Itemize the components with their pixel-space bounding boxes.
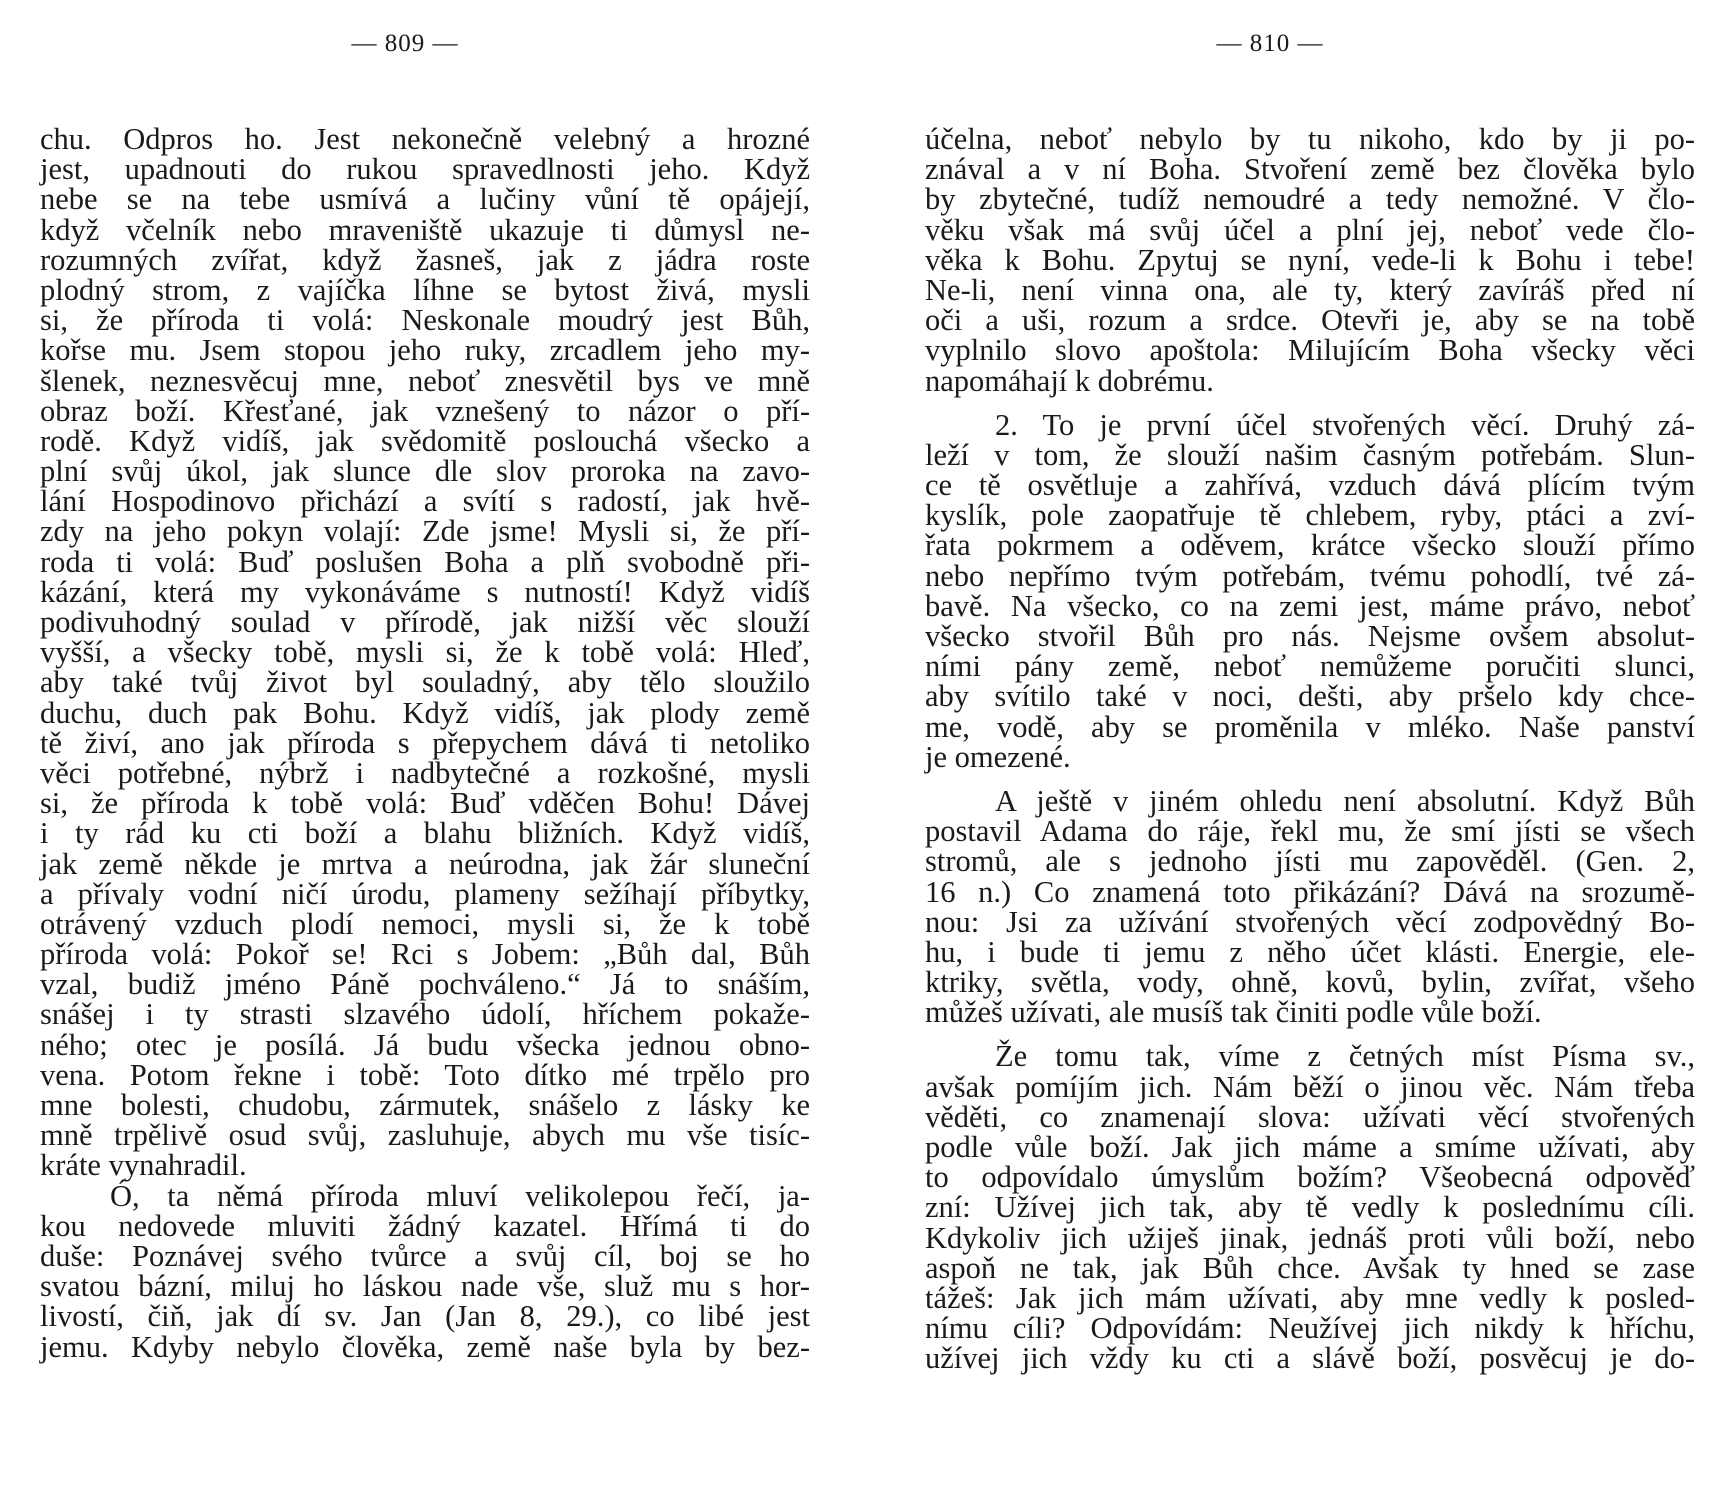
text-line: věci potřebné, nýbrž i nadbytečné a rozkošné, mysli <box>40 755 810 790</box>
page-text <box>925 124 1695 1374</box>
text-line: věděti, co znamenají slova: užívati věcí stvořených <box>925 1099 1695 1134</box>
text-line: plodný strom, z vajíčka líhne se bytost živá, mysli <box>40 272 810 307</box>
text-line: mne bolesti, chudobu, zármutek, snášelo z lásky ke <box>40 1088 810 1122</box>
text-line: vyplnilo slovo apoštola: Milujícím Boha všecky věci <box>925 333 1695 368</box>
text-line: aspoň ne tak, jak Bůh chce. Avšak ty hned se zase <box>925 1250 1695 1285</box>
text-line: Ne-li, není vinna ona, ale ty, který zavíráš před ní <box>925 272 1695 307</box>
text-line: si, že příroda k tobě volá: Buď vděčen Bohu! Dávej <box>40 786 810 821</box>
text-line: nebo nepřímo tvým potřebám, tvému pohodlí, tvé zá- <box>925 558 1695 593</box>
text-line: ními pány země, neboť nemůžeme poručiti slunci, <box>925 649 1695 684</box>
text-line: ktriky, světla, vody, ohně, kovů, bylin, zvířat, všeho <box>925 965 1695 1000</box>
text-line: šlenek, neznesvěcuj mne, neboť znesvětil bys ve mně <box>40 363 810 398</box>
text-line: zdy na jeho pokyn volají: Zde jsme! Mysli si, že pří- <box>40 514 810 549</box>
text-line: kou nedovede mluviti žádný kazatel. Hřímá ti do <box>40 1208 810 1243</box>
text-line: tě živí, ano jak příroda s přepychem dává ti netoliko <box>40 725 810 760</box>
text-line: užívej jich vždy ku cti a slávě boží, posvěcuj je do- <box>925 1341 1695 1376</box>
text-line: vyšší, a všecky tobě, mysli si, že k tobě volá: Hleď, <box>40 635 810 670</box>
text-line: kráte vynahradil. <box>40 1148 247 1183</box>
text-line: duchu, duch pak Bohu. Když vidíš, jak plody země <box>40 695 810 730</box>
text-line: účelna, neboť nebylo by tu nikoho, kdo by ji po- <box>925 122 1695 156</box>
text-line: postavil Adama do ráje, řekl mu, že smí jísti se všech <box>925 814 1695 849</box>
text-line: mně trpělivě osud svůj, zasluhuje, abych mu vše tisíc- <box>40 1118 810 1153</box>
text-line: vzal, budiž jméno Páně pochváleno.“ Já to snáším, <box>40 967 810 1002</box>
text-line: Kdykoliv jich užiješ jinak, jednáš proti vůli boží, nebo <box>925 1220 1695 1255</box>
text-line: když včelník nebo mraveniště ukazuje ti důmysl ne- <box>40 212 810 247</box>
text-line: jemu. Kdyby nebylo člověka, země naše byla by bez- <box>40 1329 810 1364</box>
text-line: chu. Odpros ho. Jest nekonečně velebný a hrozné <box>40 122 810 156</box>
text-line: livostí, čiň, jak dí sv. Jan (Jan 8, 29.), co libé jest <box>40 1299 810 1334</box>
text-line: avšak pomíjím jich. Nám běží o jinou věc. Nám třeba <box>925 1069 1695 1104</box>
text-line: všecko stvořil Bůh pro nás. Nejsme ovšem absolut- <box>925 619 1695 653</box>
page-number: — 809 — <box>351 30 459 57</box>
text-line: Že tomu tak, víme z četných míst Písma sv., <box>995 1039 1695 1074</box>
text-line: stromů, ale s jednoho jísti mu zapověděl. (Gen. 2, <box>925 844 1695 879</box>
text-line: nebe se na tebe usmívá a lučiny vůní tě opájejí, <box>40 182 810 217</box>
text-line: aby také tvůj život byl souladný, aby tělo sloužilo <box>40 665 810 700</box>
text-line: příroda volá: Pokoř se! Rci s Jobem: „Bůh dal, Bůh <box>40 937 810 972</box>
text-line: roda ti volá: Buď poslušen Boha a plň svobodně při- <box>40 544 810 579</box>
text-line: je omezené. <box>925 739 1071 774</box>
text-line: kořse mu. Jsem stopou jeho ruky, zrcadlem jeho my- <box>40 333 810 368</box>
left-page <box>40 0 810 1500</box>
text-line: rodě. Když vidíš, jak svědomitě poslouchá všecko a <box>40 423 810 458</box>
text-line: nou: Jsi za užívání stvořených věcí zodpovědný Bo- <box>925 904 1695 939</box>
text-line: ce tě osvětluje a zahřívá, vzduch dává plícím tvým <box>925 468 1695 503</box>
text-line: napomáhají k dobrému. <box>925 363 1214 398</box>
text-line: plní svůj úkol, jak slunce dle slov proroka na zavo- <box>40 454 810 489</box>
text-line: 16 n.) Co znamená toto přikázání? Dává na srozumě- <box>925 874 1695 909</box>
text-line: věka k Bohu. Zpytuj se nyní, vede-li k Bohu i tebe! <box>925 242 1695 277</box>
right-page <box>925 0 1695 1500</box>
text-line: ného; otec je posílá. Já budu všecka jednou obno- <box>40 1027 810 1062</box>
text-line: vena. Potom řekne i tobě: Toto dítko mé trpělo pro <box>40 1057 810 1092</box>
text-line: jak země někde je mrtva a neúrodna, jak žár sluneční <box>40 846 810 881</box>
text-line: a přívaly vodní ničí úrodu, plameny sežíhají příbytky, <box>40 876 810 911</box>
text-line: duše: Poznávej svého tvůrce a svůj cíl, boj se ho <box>40 1238 810 1273</box>
text-line: podivuhodný soulad v přírodě, jak nižší věc slouží <box>40 605 810 639</box>
text-line: oči a uši, rozum a srdce. Otevři je, aby se na tobě <box>925 303 1695 338</box>
page-number: — 810 — <box>1216 30 1324 57</box>
text-line: můžeš užívati, ale musíš tak činiti podle vůle boží. <box>925 995 1542 1030</box>
text-line: nímu cíli? Odpovídám: Neužívej jich nikdy k hříchu, <box>925 1311 1695 1346</box>
text-line: Ó, ta němá příroda mluví velikolepou řečí, ja- <box>110 1178 810 1213</box>
text-line: rozumných zvířat, když žasneš, jak z jádra roste <box>40 242 810 277</box>
text-line: zní: Užívej jich tak, aby tě vedly k poslednímu cíli. <box>925 1190 1695 1225</box>
text-line: by zbytečné, tudíž nemoudré a tedy nemožné. V člo- <box>925 182 1695 217</box>
text-line: snášej i ty strasti slzavého údolí, hříchem pokaže- <box>40 997 810 1032</box>
text-line: 2. To je první účel stvořených věcí. Druhý zá- <box>995 407 1695 442</box>
text-line: bavě. Na všecko, co na zemi jest, máme právo, neboť <box>925 588 1695 623</box>
text-line: kyslík, pole zaopatřuje tě chlebem, ryby, ptáci a zví- <box>925 498 1695 533</box>
text-line: me, vodě, aby se proměnila v mléko. Naše panství <box>925 709 1695 744</box>
text-line: obraz boží. Křesťané, jak vznešený to názor o pří- <box>40 393 810 428</box>
text-line: znával a v ní Boha. Stvoření země bez člověka bylo <box>925 152 1695 187</box>
text-line: i ty rád ku cti boží a blahu bližních. Když vidíš, <box>40 816 810 851</box>
text-line: hu, i bude ti jemu z něho účet klásti. Energie, ele- <box>925 934 1695 969</box>
page-text <box>40 124 810 1362</box>
text-line: to odpovídalo úmyslům božím? Všeobecná odpověď <box>925 1160 1695 1195</box>
text-line: aby svítilo také v noci, dešti, aby pršelo kdy chce- <box>925 679 1695 714</box>
text-line: si, že příroda ti volá: Neskonale moudrý jest Bůh, <box>40 303 810 338</box>
text-line: věku však má svůj účel a plní jej, neboť vede člo- <box>925 212 1695 247</box>
text-line: leží v tom, že slouží našim časným potřebám. Slun- <box>925 437 1695 472</box>
text-line: A ještě v jiném ohledu není absolutní. Když Bůh <box>995 783 1695 818</box>
text-line: řata pokrmem a oděvem, krátce všecko slouží přímo <box>925 528 1695 563</box>
text-line: podle vůle boží. Jak jich máme a smíme užívati, aby <box>925 1130 1695 1164</box>
text-line: kázání, která my vykonáváme s nutností! Když vidíš <box>40 574 810 609</box>
text-line: otrávený vzduch plodí nemoci, mysli si, že k tobě <box>40 906 810 941</box>
text-line: jest, upadnouti do rukou spravedlnosti jeho. Když <box>40 152 810 187</box>
text-line: tážeš: Jak jich mám užívati, aby mne vedly k posled- <box>925 1280 1695 1315</box>
text-line: svatou bázní, miluj ho láskou nade vše, služ mu s hor- <box>40 1269 810 1304</box>
text-line: lání Hospodinovo přichází a svítí s radostí, jak hvě- <box>40 484 810 519</box>
